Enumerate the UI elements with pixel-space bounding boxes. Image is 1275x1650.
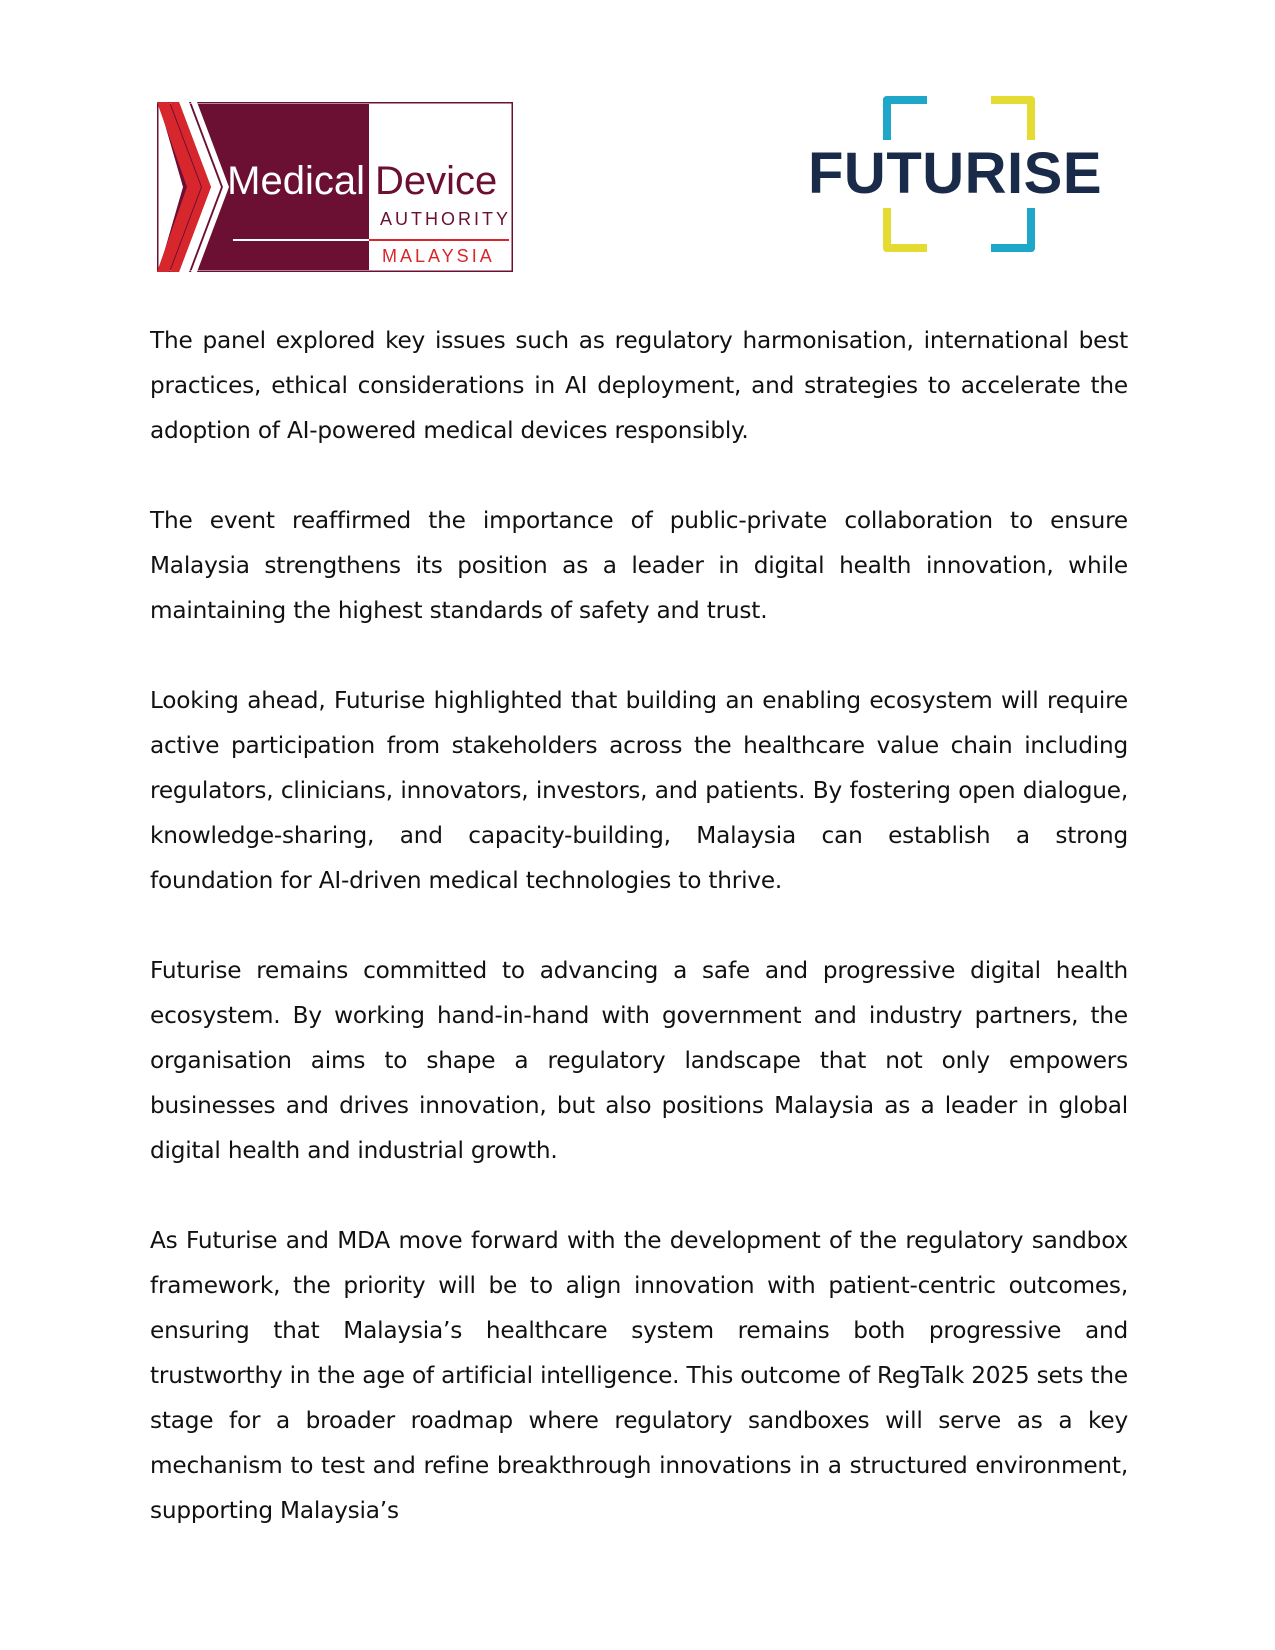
- mda-logo: [157, 102, 513, 272]
- futurise-logo: [805, 96, 1105, 252]
- mda-logo-word-medical: Medical: [227, 159, 365, 203]
- paragraph-commitment: Futurise remains committed to advancing a safe and progressive digital health ecosystem. By working hand-in-hand with government and industry partners, the organisation aims to shape a regulatory landscape that not only empowers businesses and drives innovation, but also positions Malaysia as a leader in global digital health and industrial growth.: [150, 957, 1128, 1164]
- paragraph-looking-ahead: Looking ahead, Futurise highlighted that building an enabling ecosystem will require active participation from stakeholders across the healthcare value chain including regulators, clinicians, innovators, investors, and patients. By fostering open dialogue, knowledge-sharing, and capacity-building, Malaysia can establish a strong foundation for AI-driven medical technologies to thrive.: [150, 687, 1128, 894]
- paragraph-collaboration: The event reaffirmed the importance of public-private collaboration to ensure Malaysia strengthens its position as a leader in digital health innovation, while maintaining the highest standards of safety and trust.: [150, 507, 1128, 624]
- futurise-bracket-bottom-right-icon: [991, 208, 1035, 252]
- futurise-bracket-top-right-icon: [991, 96, 1035, 140]
- futurise-bracket-top-left-icon: [883, 96, 927, 140]
- futurise-wordmark: FUTURISE: [808, 141, 1102, 206]
- mda-logo-word-authority: AUTHORITY: [380, 209, 512, 229]
- mda-logo-word-malaysia: MALAYSIA: [382, 246, 495, 266]
- paragraph-sandbox-framework: As Futurise and MDA move forward with the development of the regulatory sandbox framework, the priority will be to align innovation with patient-centric outcomes, ensuring that Malaysia’s healthcare system remains both progressive and trustworthy in the age of artificial intelligence. This outcome of RegTalk 2025 sets the stage for a broader roadmap where regulatory sandboxes will serve as a key mechanism to test and refine breakthrough innovations in a structured environment, supporting Malaysia’s: [150, 1227, 1128, 1524]
- paragraph-panel-issues: The panel explored key issues such as regulatory harmonisation, international best practices, ethical considerations in AI deployment, and strategies to accelerate the adoption of AI-powered medical devices responsibly.: [150, 327, 1128, 444]
- article-body: [150, 318, 1128, 1578]
- futurise-bracket-bottom-left-icon: [883, 208, 927, 252]
- mda-logo-word-device: Device: [375, 159, 498, 203]
